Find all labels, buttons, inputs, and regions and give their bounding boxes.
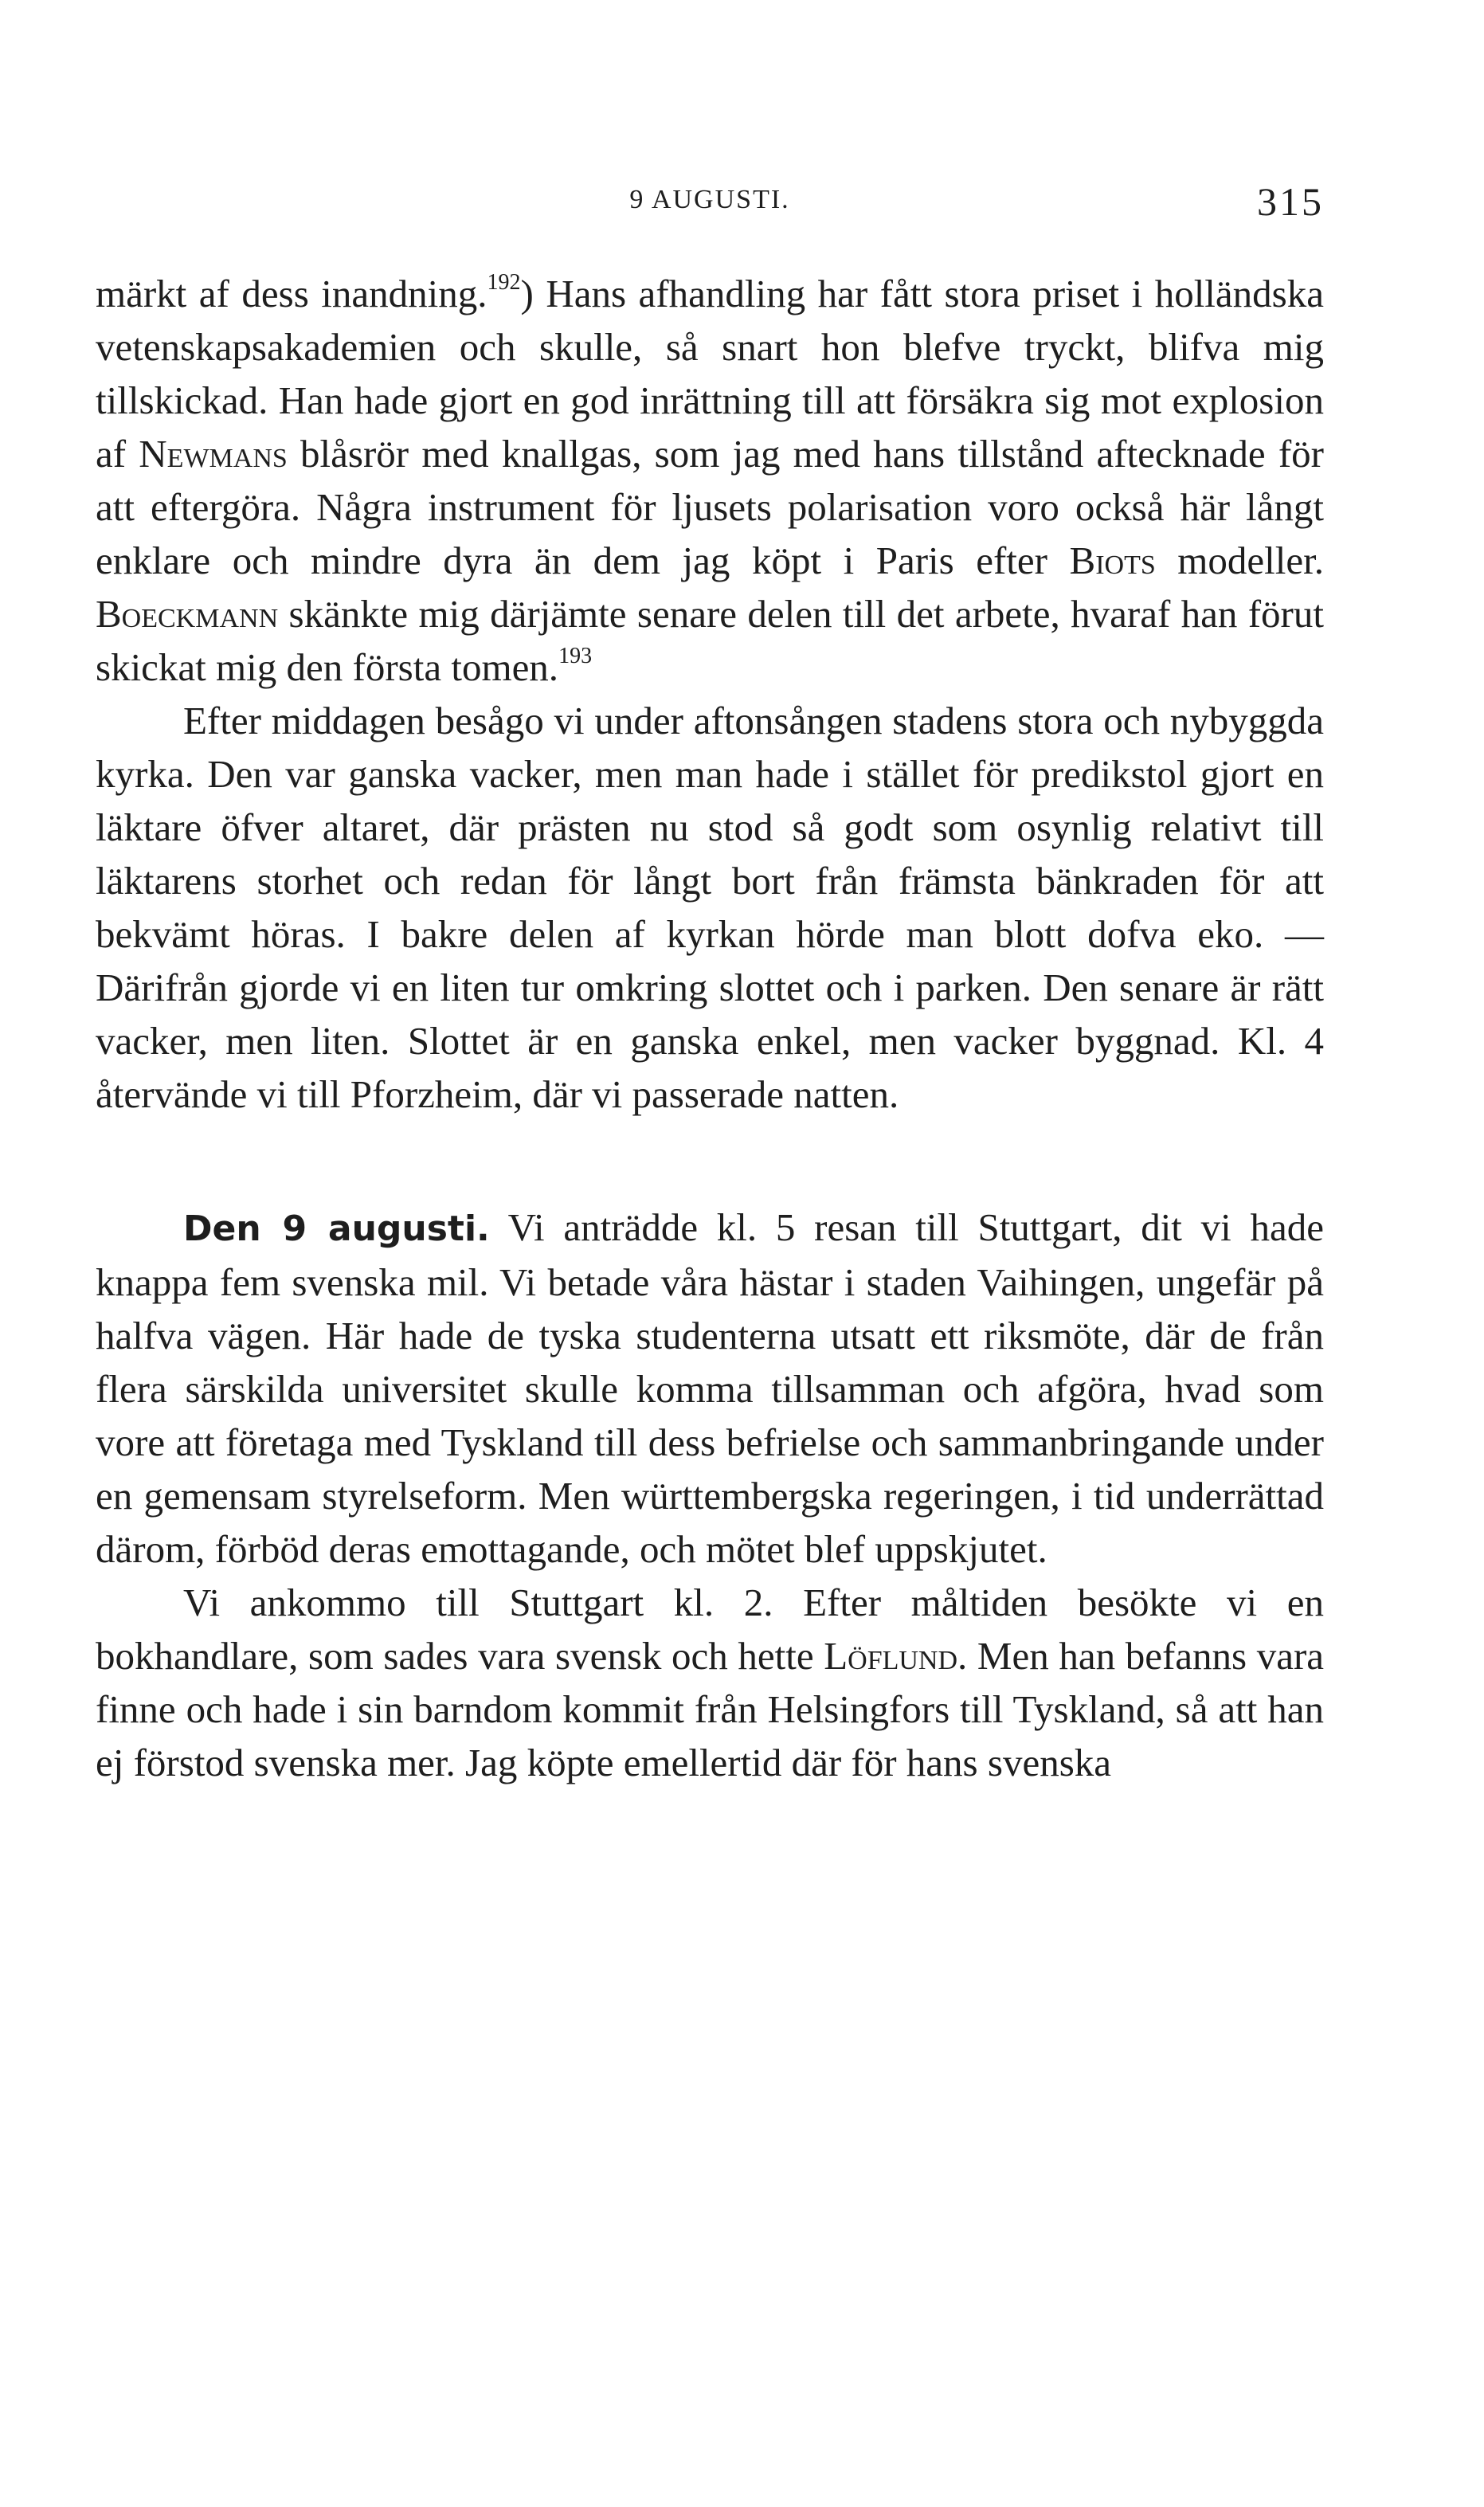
running-head: 9 AUGUSTI. bbox=[629, 185, 790, 214]
paragraph bbox=[96, 694, 1324, 1121]
text-run: blåsrör med knallgas, som jag med hans tillstånd aftecknade för att eftergöra. Några instrument för ljusets polarisation voro också här långt enklare och mindre dyra än dem jag köpt i Paris efter bbox=[96, 432, 1324, 582]
page-header bbox=[96, 167, 1324, 223]
text-run: Vi anträdde kl. 5 resan till Stuttgart, dit vi hade knappa fem svenska mil. Vi betade våra hästar i staden Vaihingen, ungefär på halfva vägen. Här hade de tyska studenterna utsatt ett riksmöte, där de från flera särskilda universitet skulle komma tillsamman och afgöra, hvad som vore att företaga med Tyskland till dess befrielse och sammanbringande under en gemensam styrelseform. Men württembergska regeringen, i tid underrättad därom, förböd deras emottagande, och mötet blef uppskjutet. bbox=[96, 1205, 1324, 1571]
paragraph bbox=[96, 1201, 1324, 1576]
footnote-ref: 193 bbox=[558, 644, 593, 668]
footnote-ref: 192 bbox=[487, 270, 521, 295]
paragraph bbox=[96, 267, 1324, 694]
paragraph bbox=[96, 1576, 1324, 1789]
page-number: 315 bbox=[1257, 179, 1324, 224]
text-run: Vi ankommo till Stuttgart kl. 2. Efter måltiden besökte vi en bokhandlare, som sades vara svensk och hette bbox=[96, 1581, 1324, 1678]
name-smallcaps: Boeckmann bbox=[96, 592, 279, 636]
name-smallcaps: Löflund bbox=[824, 1634, 958, 1678]
text-run: . Men han befanns vara finne och hade i sin barndom kommit från Helsingfors till Tyskland, så att han ej förstod svenska mer. Jag köpte emellertid där för hans svenska bbox=[96, 1634, 1325, 1784]
text-run: modeller. bbox=[1155, 539, 1325, 582]
text-run: ) Hans afhandling har fått stora priset i holländska vetenskapsakademien och skulle, så snart hon blefve tryckt, blifva mig tillskickad. Han hade gjort en god inrättning till att försäkra sig mot explosion af bbox=[96, 272, 1324, 476]
text-run: märkt af dess inandning. bbox=[96, 272, 487, 315]
text-run: Efter middagen besågo vi under aftonsången stadens stora och nybyggda kyrka. Den var ganska vacker, men man hade i stället för predikstol gjort en läktare öfver altaret, där prästen nu stod så godt som osynlig relativt till läktarens storhet och redan för långt bort från främsta bänkraden för att bekvämt höras. I bakre delen af kyrkan hörde man blott dofva eko. — Därifrån gjorde vi en liten tur omkring slottet och i parken. Den senare är rätt vacker, men liten. Slottet är en ganska enkel, men vacker byggnad. Kl. 4 återvände vi till Pforzheim, där vi passerade natten. bbox=[96, 699, 1324, 1116]
name-smallcaps: Biots bbox=[1069, 539, 1156, 582]
date-heading: Den 9 augusti. bbox=[183, 1208, 490, 1249]
text-run: skänkte mig därjämte senare delen till det arbete, hvaraf han förut skickat mig den första tomen. bbox=[96, 592, 1324, 689]
body-text bbox=[96, 267, 1324, 1789]
name-smallcaps: Newmans bbox=[139, 432, 288, 476]
